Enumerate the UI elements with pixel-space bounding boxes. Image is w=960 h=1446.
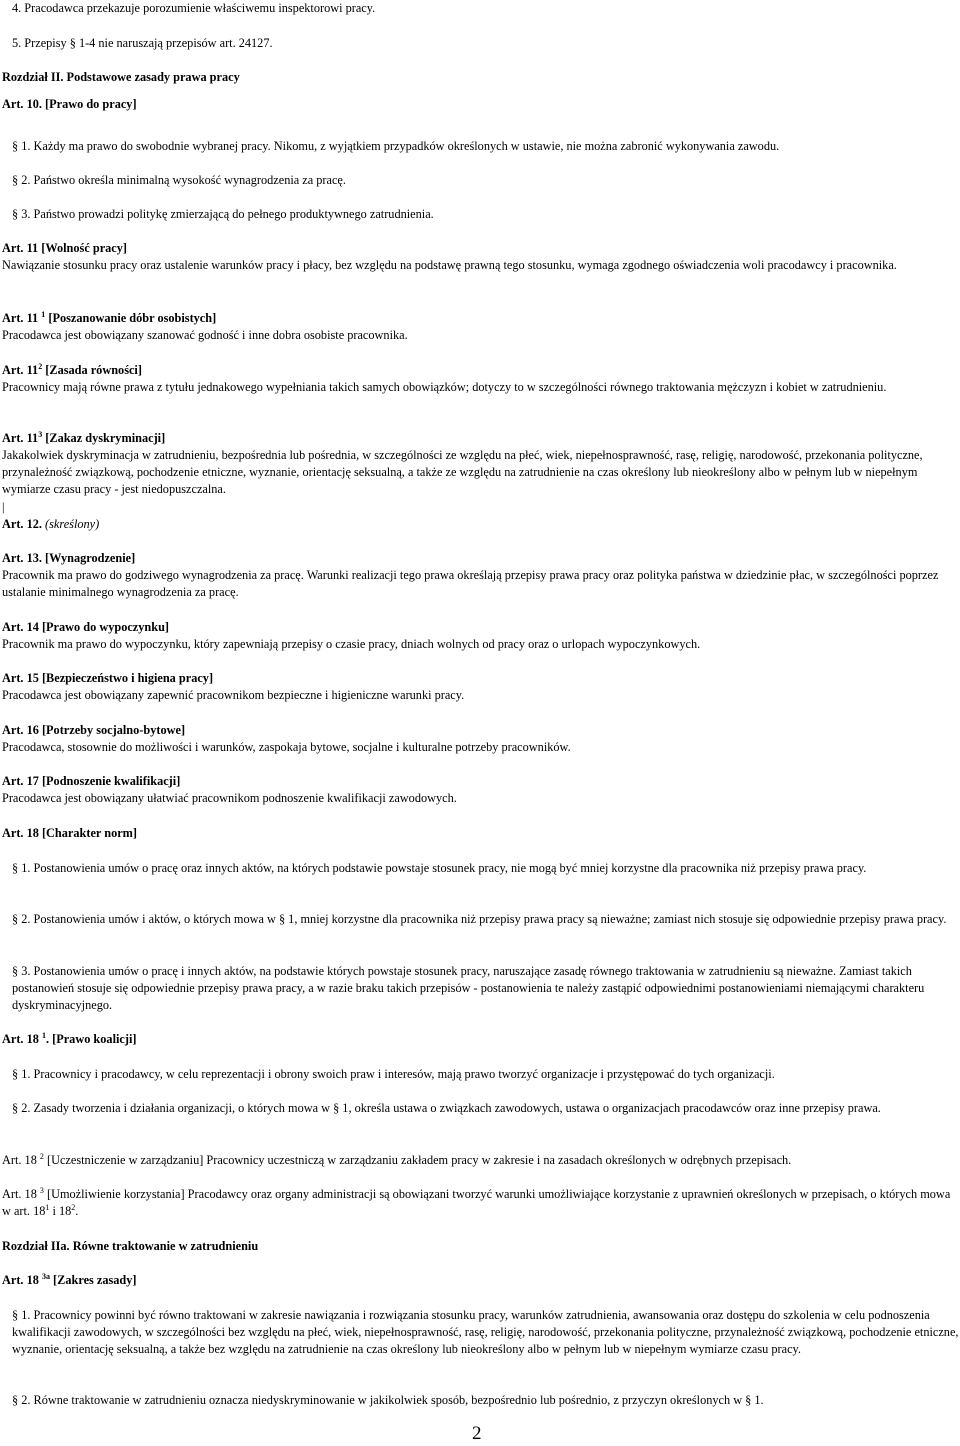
- article-art18-2: Art. 18 $^2$ [Uczestniczenie w zarządzaniu] Pracownicy uczestniczą w zarządzaniu zakładem pracy w zakresie i na zasadach określonych w odrębnych przepisach.: [2, 1152, 792, 1167]
- article-heading: Art. 17 [Podnoszenie kwalifikacji]: [2, 774, 181, 788]
- article-art18-3: Art. 18 $^3$ [Umożliwienie korzystania] Pracodawcy oraz organy administracji są obowiązani tworzyć warunki umożliwiające korzystanie z uprawnień określonych w przepisach, o których mowa w art. $18^1$ i $18^2$.: [2, 1186, 951, 1218]
- article-heading: Art. $11^2$ [Zasada równości]: [2, 362, 142, 377]
- paragraph: 5. Przepisy § 1-4 nie naruszają przepisów art. 24127.: [12, 36, 273, 50]
- article-text: Pracodawca, stosownie do możliwości i warunków, zaspokaja bytowe, socjalne i kulturalne potrzeby pracowników.: [2, 740, 571, 754]
- paragraph: 4. Pracodawca przekazuje porozumienie właściwemu inspektorowi pracy.: [12, 1, 376, 15]
- paragraph: § 1. Pracownicy i pracodawcy, w celu reprezentacji i obrony swoich praw i interesów, mają prawo tworzyć organizacje i przystępować do tych organizacji.: [12, 1067, 775, 1081]
- paragraph: § 3. Postanowienia umów o pracę i innych aktów, na podstawie których powstaje stosunek pracy, naruszające zasadę równego traktowania w zatrudnieniu są nieważne. Zamiast takich postanowień stosuje się odpowiednie przepisy prawa pracy, a w razie braku takich przepisów - postanowienia te należy zastąpić odpowiednimi postanowieniami niemającymi charakteru dyskryminacyjnego.: [12, 964, 925, 1012]
- article-art13: [2, 550, 956, 601]
- article-heading: Art. 18 $^1$. [Prawo koalicji]: [2, 1031, 137, 1046]
- paragraph: § 2. Równe traktowanie w zatrudnieniu oznacza niedyskryminowanie w jakikolwiek sposób, bezpośrednio lub pośrednio, z przyczyn określonych w § 1.: [12, 1393, 764, 1407]
- article-heading: Art. 16 [Potrzeby socjalno-bytowe]: [2, 723, 186, 737]
- revision-bar: |: [2, 500, 5, 514]
- paragraph: § 1. Każdy ma prawo do swobodnie wybranej pracy. Nikomu, z wyjątkiem przypadków określonych w ustawie, nie można zabronić wykonywania zawodu.: [12, 139, 780, 153]
- article-text: Pracodawca jest obowiązany ułatwiać pracownikom podnoszenie kwalifikacji zawodowych.: [2, 791, 457, 805]
- article-art12: Art. 12. (skreślony): [2, 517, 100, 531]
- article-art11-1: [2, 310, 956, 344]
- page-number: 2: [472, 1423, 482, 1444]
- paragraph: § 2. Państwo określa minimalną wysokość wynagrodzenia za pracę.: [12, 173, 346, 187]
- paragraph: § 3. Państwo prowadzi politykę zmierzającą do pełnego produktywnego zatrudnienia.: [12, 207, 434, 221]
- article-heading: Art. 11 $^1$ [Poszanowanie dóbr osobistych]: [2, 310, 217, 325]
- article-art16: [2, 722, 956, 756]
- chapter-heading: Rozdział II. Podstawowe zasady prawa pracy: [2, 70, 240, 84]
- article-text: Pracodawca jest obowiązany szanować godność i inne dobra osobiste pracownika.: [2, 328, 408, 342]
- article-art14: [2, 619, 956, 653]
- article-art11: [2, 240, 956, 274]
- article-heading: Art. 13. [Wynagrodzenie]: [2, 551, 136, 565]
- paragraph: § 1. Postanowienia umów o pracę oraz innych aktów, na których podstawie powstaje stosunek pracy, nie mogą być mniej korzystne dla pracownika niż przepisy prawa pracy.: [12, 861, 867, 875]
- article-art15: [2, 670, 956, 704]
- article-heading: Art. 18 [Charakter norm]: [2, 826, 138, 840]
- article-heading: Art. 11 [Wolność pracy]: [2, 241, 128, 255]
- paragraph: § 2. Postanowienia umów i aktów, o których mowa w § 1, mniej korzystne dla pracownika niż przepisy prawa pracy są nieważne; zamiast nich stosuje się odpowiednie przepisy prawa pracy.: [12, 912, 947, 926]
- article-heading: Art. 15 [Bezpieczeństwo i higiena pracy]: [2, 671, 214, 685]
- article-art11-2: [2, 362, 956, 396]
- article-text: Nawiązanie stosunku pracy oraz ustalenie warunków pracy i płacy, bez względu na podstawę prawną tego stosunku, wymaga zgodnego oświadczenia woli pracodawcy i pracownika.: [2, 258, 897, 272]
- article-text: Pracownik ma prawo do godziwego wynagrodzenia za pracę. Warunki realizacji tego prawa określają przepisy prawa pracy oraz polityka państwa w dziedzinie płac, w szczególności poprzez ustalanie minimalnego wynagrodzenia za pracę.: [2, 568, 939, 599]
- article-art11-3: [2, 430, 956, 498]
- article-art17: [2, 773, 956, 807]
- article-heading: Art. 14 [Prawo do wypoczynku]: [2, 620, 170, 634]
- article-heading: Art. 10. [Prawo do pracy]: [2, 97, 137, 111]
- paragraph: § 2. Zasady tworzenia i działania organizacji, o których mowa w § 1, określa ustawa o związkach zawodowych, ustawa o organizacjach pracodawców oraz inne przepisy prawa.: [12, 1101, 881, 1115]
- chapter-heading: Rozdział IIa. Równe traktowanie w zatrudnieniu: [2, 1239, 259, 1253]
- article-heading: Art. 18 $^{3a}$ [Zakres zasady]: [2, 1272, 137, 1287]
- article-text: Pracownik ma prawo do wypoczynku, który zapewniają przepisy o czasie pracy, dniach wolnych od pracy oraz o urlopach wypoczynkowych.: [2, 637, 701, 651]
- article-heading: Art. $11^3$ [Zakaz dyskryminacji]: [2, 430, 166, 445]
- paragraph: § 1. Pracownicy powinni być równo traktowani w zakresie nawiązania i rozwiązania stosunku pracy, warunków zatrudnienia, awansowania oraz dostępu do szkolenia w celu podnoszenia kwalifikacji zawodowych, w szczególności bez względu na płeć, wiek, niepełnosprawność, rasę, religię, narodowość, przekonania polityczne, przynależność związkową, pochodzenie etniczne, wyznanie, orientację seksualną, a także bez względu na zatrudnienie na czas określony lub nieokreślony albo w pełnym lub w niepełnym wymiarze czasu pracy.: [12, 1308, 959, 1356]
- article-text: Pracodawca jest obowiązany zapewnić pracownikom bezpieczne i higieniczne warunki pracy.: [2, 688, 465, 702]
- article-text: Jakakolwiek dyskryminacja w zatrudnieniu, bezpośrednia lub pośrednia, w szczególności ze względu na płeć, wiek, niepełnosprawność, rasę, religię, narodowość, przekonania polityczne, przynależność związkową, pochodzenie etniczne, wyznanie, orientację seksualną, a także ze względu na zatrudnienie na czas określony lub nieokreślony albo w pełnym lub w niepełnym wymiarze czasu pracy - jest niedopuszczalna.: [2, 448, 923, 496]
- article-text: Pracownicy mają równe prawa z tytułu jednakowego wypełniania takich samych obowiązków; dotyczy to w szczególności równego traktowania mężczyzn i kobiet w zatrudnieniu.: [2, 380, 887, 394]
